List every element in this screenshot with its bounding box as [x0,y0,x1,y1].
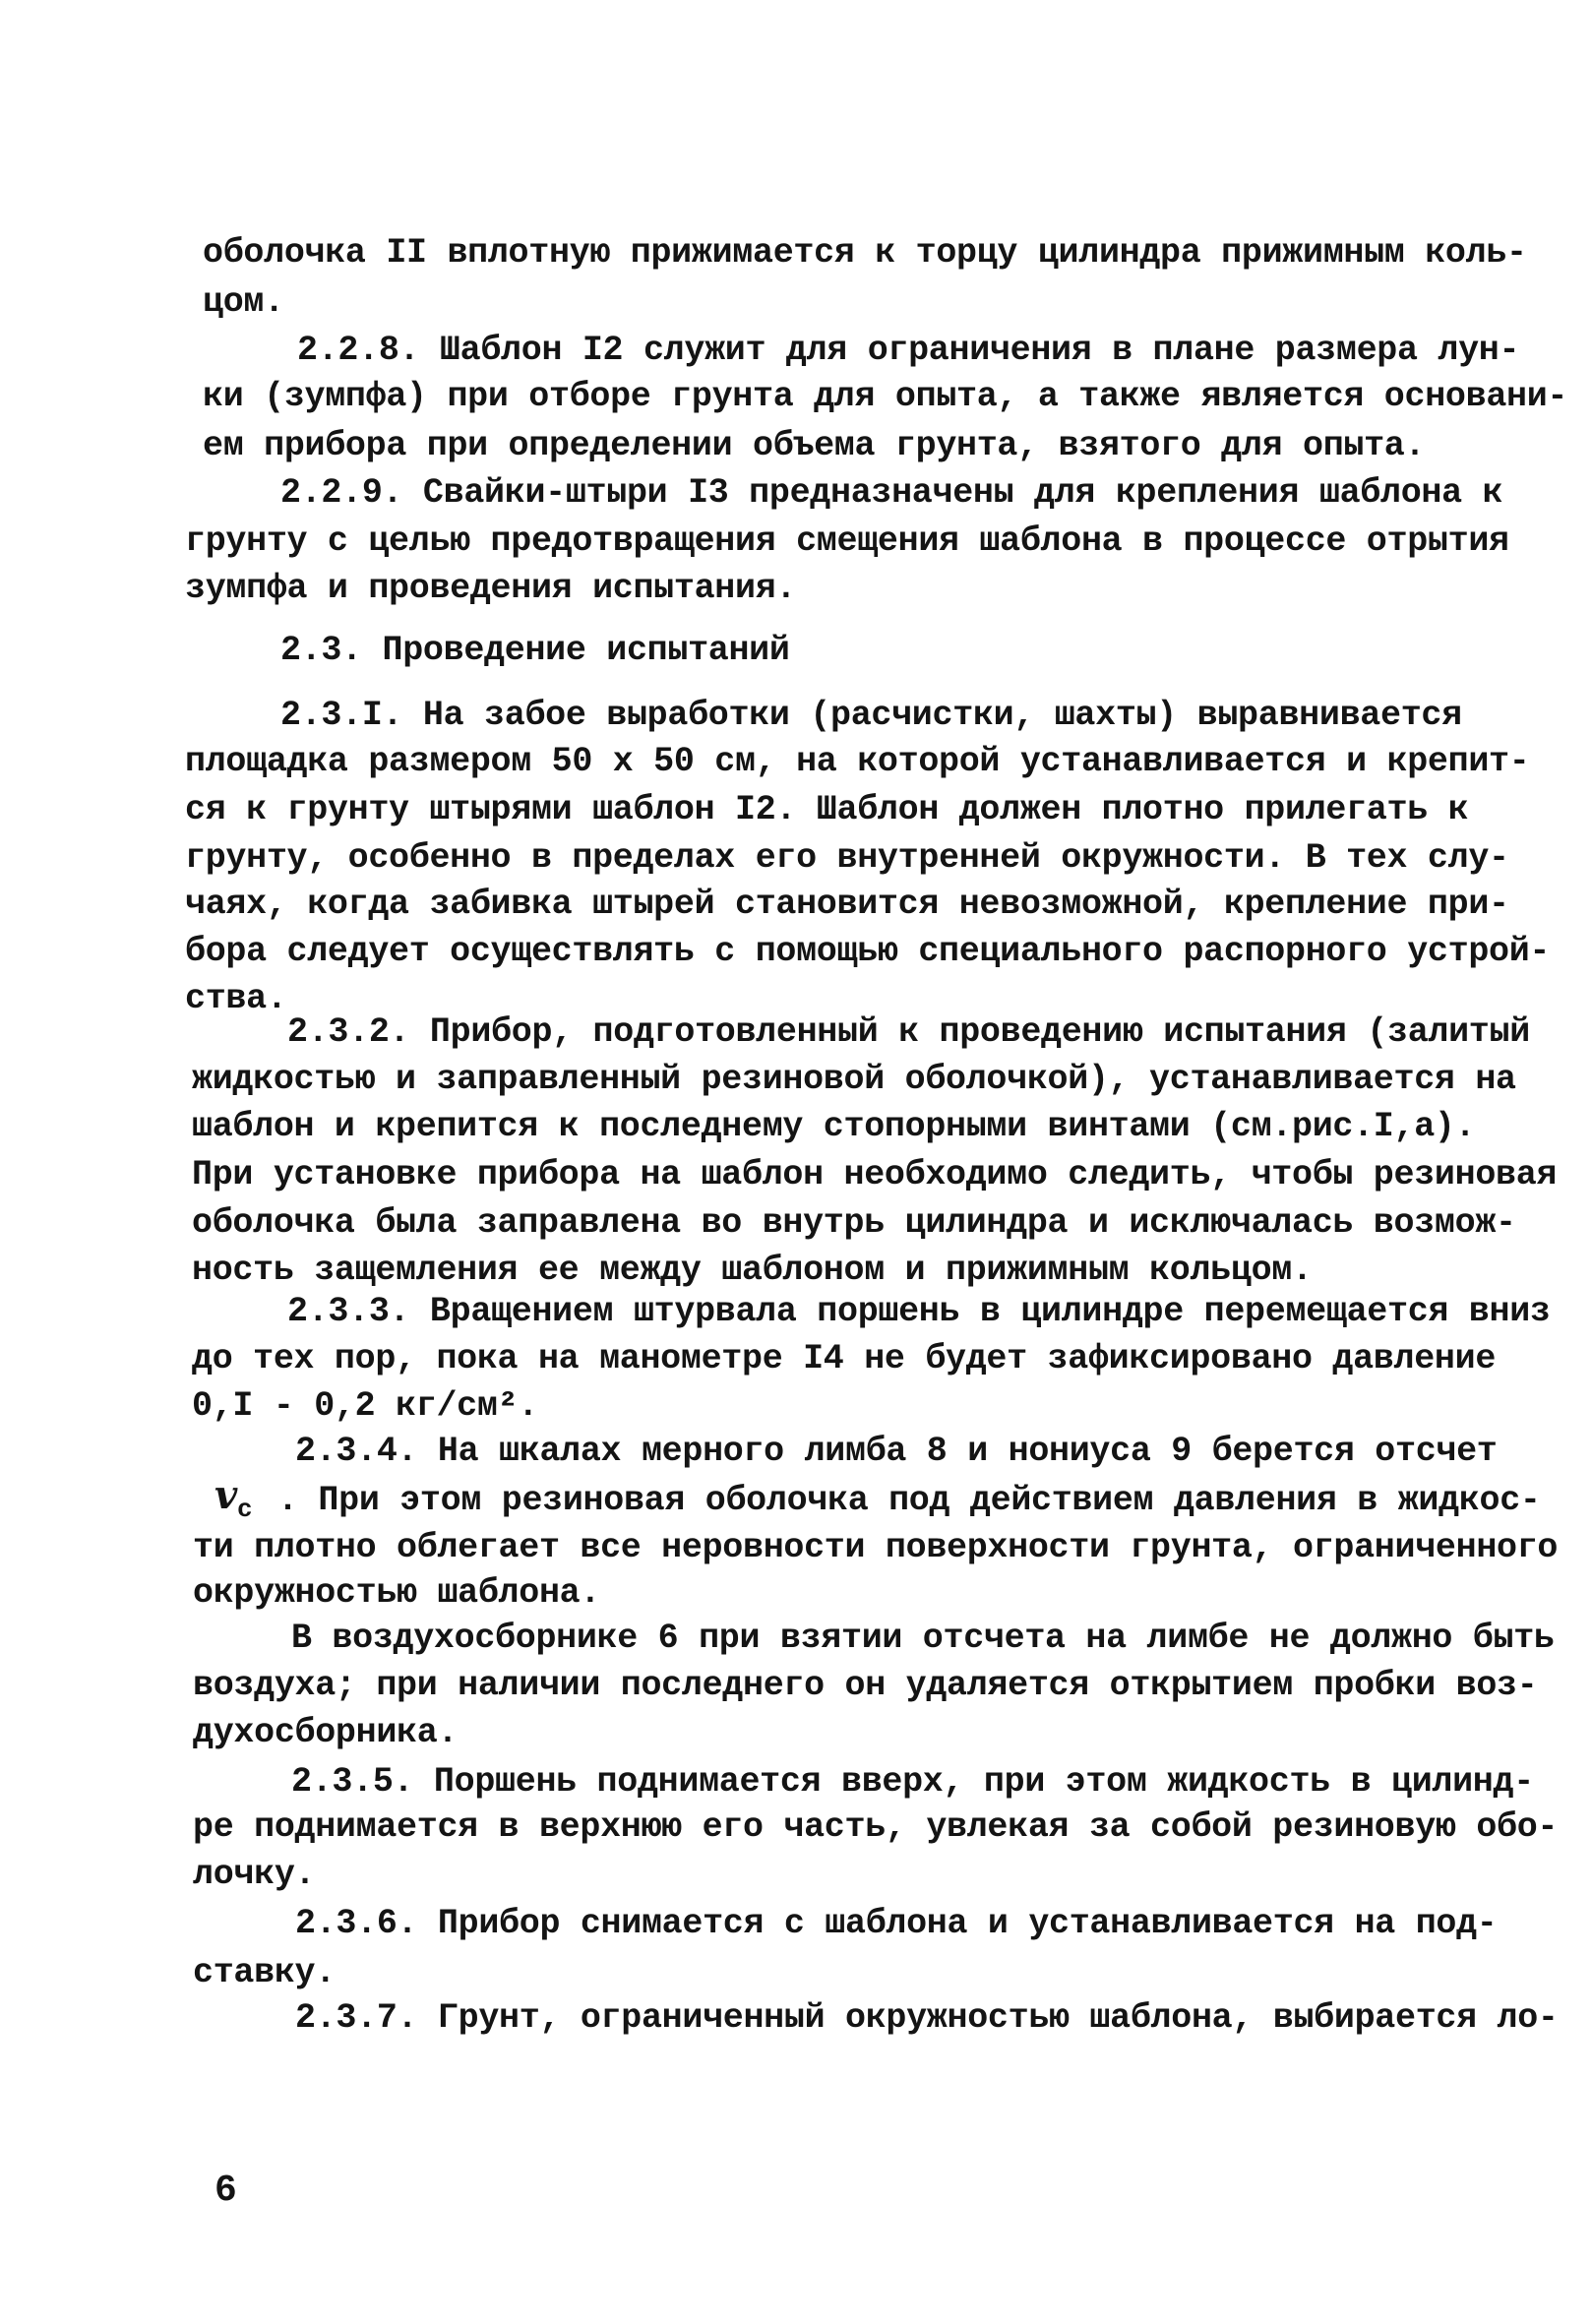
text-line: ки (зумпфа) при отборе грунта для опыта, а также является основани- [203,377,1568,416]
text-line: ем прибора при определении объема грунта, взятого для опыта. [203,426,1426,465]
text-line: чаях, когда забивка штырей становится невозможной, крепление при- [185,885,1509,924]
text-line: 0,I - 0,2 кг/см². [192,1386,538,1426]
text-line: шаблон и крепится к последнему стопорными винтами (см.рис.I,а). [192,1107,1476,1146]
page-number: 6 [214,2170,237,2212]
text-line: жидкостью и заправленный резиновой оболочкой), устанавливается на [192,1060,1516,1099]
text-line: 2.3.I. На забое выработки (расчистки, шахты) выравнивается [280,696,1462,735]
text-line: ства. [185,979,287,1018]
text-line: ти плотно облегает все неровности поверхности грунта, ограниченного [193,1528,1559,1567]
text-line: . При этом резиновая оболочка под действием давления в жидкос- [277,1481,1541,1520]
text-line: до тех пор, пока на манометре I4 не будет зафиксировано давление [192,1339,1497,1378]
text-line: ре поднимается в верхнюю его часть, увлекая за собой резиновую обо- [193,1807,1559,1847]
text-line: окружностью шаблона. [193,1573,601,1613]
text-line: 2.3.5. Поршень поднимается вверх, при этом жидкость в цилинд- [291,1762,1534,1802]
section-heading: 2.3. Проведение испытаний [280,631,790,670]
symbol-subscript: c [236,1495,253,1524]
text-line: духосборника. [193,1713,459,1752]
measurement-symbol [214,1472,253,1524]
symbol-base: v [214,1472,237,1518]
text-line: 2.3.3. Вращением штурвала поршень в цилиндре перемещается вниз [287,1292,1551,1331]
text-line: 2.3.4. На шкалах мерного лимба 8 и нониуса 9 берется отсчет [295,1432,1498,1471]
text-line: грунту, особенно в пределах его внутренней окружности. В тех слу- [185,838,1509,878]
text-line: зумпфа и проведения испытания. [185,569,797,608]
text-line: 2.3.2. Прибор, подготовленный к проведению испытания (залитый [287,1012,1530,1052]
text-line: цом. [203,282,284,322]
text-line: бора следует осуществлять с помощью специального распорного устрой- [185,932,1551,971]
text-line: 2.2.8. Шаблон I2 служит для ограничения в плане размера лун- [297,331,1520,370]
text-line: 2.3.6. Прибор снимается с шаблона и устанавливается на под- [295,1904,1498,1943]
text-line: В воздухосборнике 6 при взятии отсчета на лимбе не должно быть [291,1619,1555,1658]
text-line: грунту с целью предотвращения смещения шаблона в процессе отрытия [185,521,1509,561]
text-line: воздуха; при наличии последнего он удаляется открытием пробки воз- [193,1666,1538,1705]
text-line: ся к грунту штырями шаблон I2. Шаблон должен плотно прилегать к [185,790,1469,829]
text-line: 2.2.9. Свайки-штыри I3 предназначены для крепления шаблона к [280,473,1503,513]
text-line: ставку. [193,1953,336,1992]
text-line: оболочка была заправлена во внутрь цилиндра и исключалась возмож- [192,1203,1516,1243]
text-line: площадка размером 50 х 50 см, на которой устанавливается и крепит- [185,742,1530,781]
text-line: лочку. [193,1855,316,1894]
text-line: 2.3.7. Грунт, ограниченный окружностью шаблона, выбирается ло- [295,1998,1559,2038]
text-line: При установке прибора на шаблон необходимо следить, чтобы резиновая [192,1155,1558,1194]
text-line: ность защемления ее между шаблоном и прижимным кольцом. [192,1251,1313,1290]
text-line: оболочка II вплотную прижимается к торцу цилиндра прижимным коль- [203,233,1527,273]
